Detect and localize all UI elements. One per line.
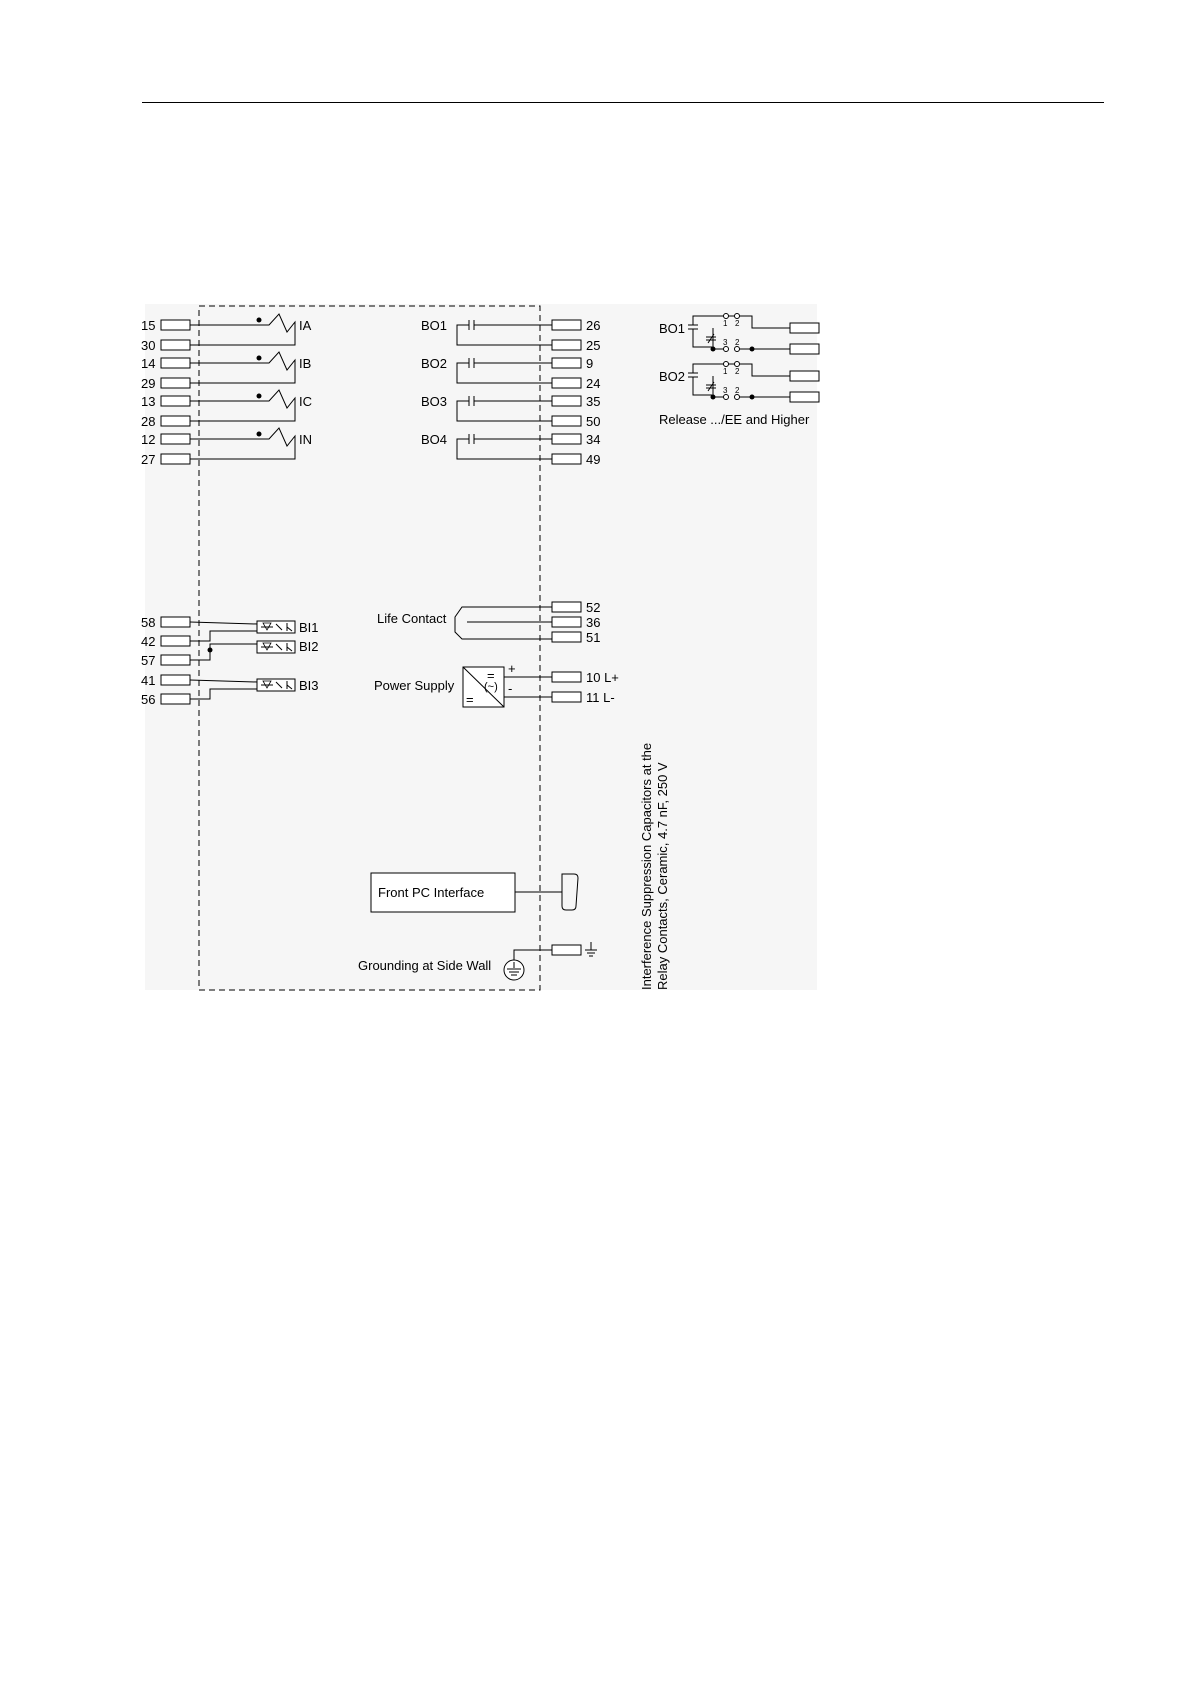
current-input-label: IN xyxy=(299,432,312,447)
pin-label: 52 xyxy=(586,600,601,615)
pin-label: 11 L- xyxy=(586,690,615,705)
pin-label: 30 xyxy=(141,338,156,353)
side-note-line2: Relay Contacts, Ceramic, 4.7 nF, 250 V xyxy=(655,762,670,990)
terminal-36 xyxy=(552,617,581,627)
contact-node xyxy=(735,347,740,352)
binary-input-label: BI1 xyxy=(299,620,319,635)
terminal-9 xyxy=(552,358,581,368)
terminal-ground xyxy=(552,945,581,955)
pin-label: 58 xyxy=(141,615,156,630)
current-input-label: IB xyxy=(299,356,312,371)
terminal-42 xyxy=(161,636,190,646)
pin-label: 41 xyxy=(141,673,156,688)
junction-dot xyxy=(208,648,213,653)
grounding-label: Grounding at Side Wall xyxy=(358,958,492,973)
contact-node xyxy=(724,395,729,400)
pin-label: 35 xyxy=(586,394,601,409)
terminal-27 xyxy=(161,454,190,464)
binary-input-label: BI2 xyxy=(299,639,319,654)
pin-label: 27 xyxy=(141,452,156,467)
terminal-51 xyxy=(552,632,581,642)
contact-number: 3 xyxy=(723,386,728,395)
terminal-11 xyxy=(552,692,581,702)
terminal-13 xyxy=(161,396,190,406)
power-supply-label: Power Supply xyxy=(374,678,455,693)
contact-node xyxy=(735,314,740,319)
pin-label: 28 xyxy=(141,414,156,429)
power-symbol: = xyxy=(466,692,474,707)
side-note-line1: Interference Suppression Capacitors at the xyxy=(639,742,654,990)
pin-label: 26 xyxy=(586,318,601,333)
terminal-57 xyxy=(161,655,190,665)
variant-terminal xyxy=(790,344,819,354)
variant-terminal xyxy=(790,371,819,381)
terminal-35 xyxy=(552,396,581,406)
pin-label: 9 xyxy=(586,356,594,371)
terminal-41 xyxy=(161,675,190,685)
optocoupler-bi1 xyxy=(257,621,295,633)
terminal-56 xyxy=(161,694,190,704)
current-input-label: IC xyxy=(299,394,312,409)
variant-output-label: BO2 xyxy=(659,369,686,384)
terminal-28 xyxy=(161,416,190,426)
pin-label: 13 xyxy=(141,394,156,409)
pin-label: 50 xyxy=(586,414,601,429)
polarity-dot xyxy=(257,318,262,323)
pin-label: 29 xyxy=(141,376,156,391)
terminal-14 xyxy=(161,358,190,368)
contact-number: 1 xyxy=(723,367,728,376)
binary-output-label: BO2 xyxy=(421,356,448,371)
contact-node xyxy=(735,395,740,400)
terminal-30 xyxy=(161,340,190,350)
pin-label: 12 xyxy=(141,432,156,447)
pin-label: 34 xyxy=(586,432,601,447)
terminal-24 xyxy=(552,378,581,388)
polarity-minus: - xyxy=(508,681,513,696)
terminal-29 xyxy=(161,378,190,388)
contact-number: 2 xyxy=(735,386,740,395)
binary-output-label: BO4 xyxy=(421,432,448,447)
contact-node xyxy=(724,314,729,319)
terminal-25 xyxy=(552,340,581,350)
front-pc-label: Front PC Interface xyxy=(378,885,485,900)
optocoupler-bi2 xyxy=(257,641,295,653)
terminal-58 xyxy=(161,617,190,627)
contact-node xyxy=(735,362,740,367)
terminal-10 xyxy=(552,672,581,682)
pin-label: 14 xyxy=(141,356,156,371)
contact-number: 3 xyxy=(723,338,728,347)
polarity-dot xyxy=(257,356,262,361)
polarity-plus: + xyxy=(508,661,516,676)
life-contact-label: Life Contact xyxy=(377,611,447,626)
side-note xyxy=(639,743,670,990)
pin-label: 25 xyxy=(586,338,601,353)
terminal-50 xyxy=(552,416,581,426)
variant-terminal xyxy=(790,392,819,402)
terminal-26 xyxy=(552,320,581,330)
pin-label: 42 xyxy=(141,634,156,649)
contact-number: 2 xyxy=(735,367,740,376)
terminal-12 xyxy=(161,434,190,444)
pin-label: 56 xyxy=(141,692,156,707)
variant-output-label: BO1 xyxy=(659,321,686,336)
contact-node xyxy=(724,347,729,352)
pin-label: 57 xyxy=(141,653,156,668)
optocoupler-bi3 xyxy=(257,679,295,691)
polarity-dot xyxy=(257,394,262,399)
contact-number: 2 xyxy=(735,338,740,347)
contact-node xyxy=(724,362,729,367)
pin-label: 15 xyxy=(141,318,156,333)
binary-output-label: BO3 xyxy=(421,394,448,409)
terminal-34 xyxy=(552,434,581,444)
variant-terminal xyxy=(790,323,819,333)
pin-label: 36 xyxy=(586,615,601,630)
power-symbol: (~) xyxy=(484,681,498,693)
binary-output-label: BO1 xyxy=(421,318,448,333)
release-caption: Release .../EE and Higher xyxy=(659,412,810,427)
terminal-49 xyxy=(552,454,581,464)
pin-label: 49 xyxy=(586,452,601,467)
pin-label: 24 xyxy=(586,376,601,391)
contact-number: 1 xyxy=(723,319,728,328)
current-input-label: IA xyxy=(299,318,312,333)
terminal-52 xyxy=(552,602,581,612)
terminal-15 xyxy=(161,320,190,330)
pin-label: 10 L+ xyxy=(586,670,619,685)
polarity-dot xyxy=(257,432,262,437)
power-symbol: = xyxy=(487,668,495,683)
binary-input-label: BI3 xyxy=(299,678,319,693)
pin-label: 51 xyxy=(586,630,601,645)
contact-number: 2 xyxy=(735,319,740,328)
